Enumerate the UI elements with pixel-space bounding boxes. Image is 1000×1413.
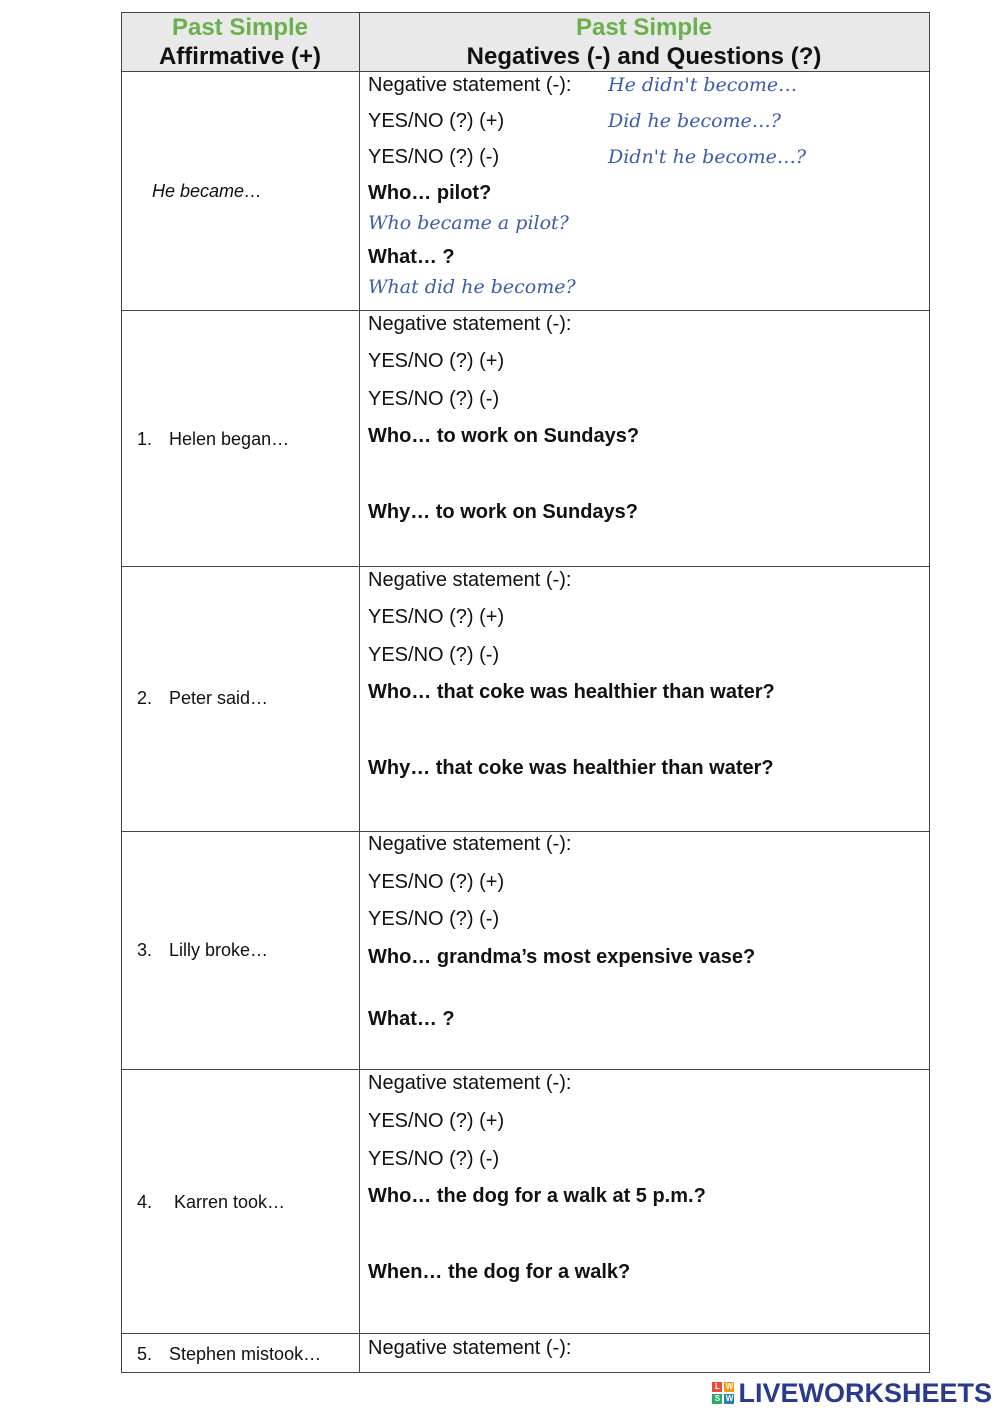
- example-question-2: What… ?: [368, 246, 455, 268]
- row-2-affirmative: [137, 688, 268, 709]
- row-2-yes-no-pos-label: YES/NO (?) (+): [368, 606, 505, 628]
- affirmative-text: Karren took…: [174, 1192, 286, 1212]
- row-divider: [121, 1069, 930, 1070]
- example-yes-no-pos-label: YES/NO (?) (+): [368, 110, 505, 132]
- logo-mark-letter: L: [712, 1382, 722, 1392]
- left-header-title: Past Simple: [171, 14, 309, 41]
- example-affirmative: He became…: [152, 181, 263, 201]
- example-question-1: Who… pilot?: [368, 182, 492, 204]
- row-2-yes-no-neg-label: YES/NO (?) (-): [368, 644, 500, 666]
- right-header-subtitle: Negatives (-) and Questions (?): [466, 43, 822, 70]
- column-divider: [359, 12, 360, 1373]
- affirmative-text: Lilly broke…: [169, 940, 269, 960]
- logo-mark-letter: W: [725, 1394, 734, 1403]
- logo-text: LIVEWORKSHEETS: [738, 1377, 992, 1408]
- row-number: 1.: [137, 429, 153, 449]
- logo-mark-letter: W: [725, 1382, 734, 1391]
- logo-mark-icon: [712, 1382, 734, 1404]
- row-number: 2.: [137, 688, 153, 708]
- row-3-yes-no-neg-label: YES/NO (?) (-): [368, 908, 500, 930]
- row-number: 5.: [137, 1344, 153, 1364]
- example-negative-label: Negative statement (-):: [368, 74, 572, 96]
- example-answer-2: What did he become?: [368, 276, 576, 298]
- logo-mark-letter: S: [712, 1394, 722, 1404]
- row-1-question-1: Who… to work on Sundays?: [368, 425, 640, 447]
- affirmative-text: Stephen mistook…: [169, 1344, 322, 1364]
- example-negative-answer: He didn't become…: [608, 74, 798, 96]
- row-1-question-2: Why… to work on Sundays?: [368, 501, 639, 523]
- affirmative-text: Peter said…: [169, 688, 269, 708]
- right-header-title: Past Simple: [575, 14, 713, 41]
- row-number: 3.: [137, 940, 153, 960]
- table-border-bottom: [121, 1372, 930, 1373]
- row-3-question-2: What… ?: [368, 1008, 455, 1030]
- row-4-question-1: Who… the dog for a walk at 5 p.m.?: [368, 1185, 706, 1207]
- row-3-negative-label: Negative statement (-):: [368, 833, 572, 855]
- table-border-right: [929, 12, 930, 1373]
- example-answer-1: Who became a pilot?: [368, 212, 569, 234]
- row-2-negative-label: Negative statement (-):: [368, 569, 572, 591]
- row-divider: [121, 310, 930, 311]
- row-2-question-1: Who… that coke was healthier than water?: [368, 681, 775, 703]
- row-2-question-2: Why… that coke was healthier than water?: [368, 757, 774, 779]
- row-1-yes-no-pos-label: YES/NO (?) (+): [368, 350, 505, 372]
- row-divider: [121, 566, 930, 567]
- affirmative-text: Helen began…: [169, 429, 290, 449]
- row-3-question-1: Who… grandma’s most expensive vase?: [368, 946, 756, 968]
- row-3-affirmative: [137, 940, 268, 961]
- row-5-negative-label: Negative statement (-):: [368, 1337, 572, 1359]
- row-4-yes-no-pos-label: YES/NO (?) (+): [368, 1110, 505, 1132]
- example-yes-no-neg-label: YES/NO (?) (-): [368, 146, 500, 168]
- row-4-yes-no-neg-label: YES/NO (?) (-): [368, 1148, 500, 1170]
- example-yes-no-pos-answer: Did he become…?: [608, 110, 781, 132]
- row-4-affirmative: [137, 1192, 285, 1213]
- table-border-left: [121, 12, 122, 1373]
- row-number: 4.: [137, 1192, 153, 1212]
- row-5-affirmative: [137, 1344, 321, 1365]
- row-3-yes-no-pos-label: YES/NO (?) (+): [368, 871, 505, 893]
- table-border-top: [121, 12, 930, 13]
- row-divider: [121, 1333, 930, 1334]
- row-1-affirmative: [137, 429, 289, 450]
- row-divider: [121, 71, 930, 72]
- example-yes-no-neg-answer: Didn't he become…?: [608, 146, 807, 168]
- left-header-subtitle: Affirmative (+): [158, 43, 322, 70]
- liveworksheets-logo: [712, 1379, 992, 1407]
- row-divider: [121, 831, 930, 832]
- row-4-negative-label: Negative statement (-):: [368, 1072, 572, 1094]
- row-1-yes-no-neg-label: YES/NO (?) (-): [368, 388, 500, 410]
- row-4-question-2: When… the dog for a walk?: [368, 1261, 631, 1283]
- row-1-negative-label: Negative statement (-):: [368, 313, 572, 335]
